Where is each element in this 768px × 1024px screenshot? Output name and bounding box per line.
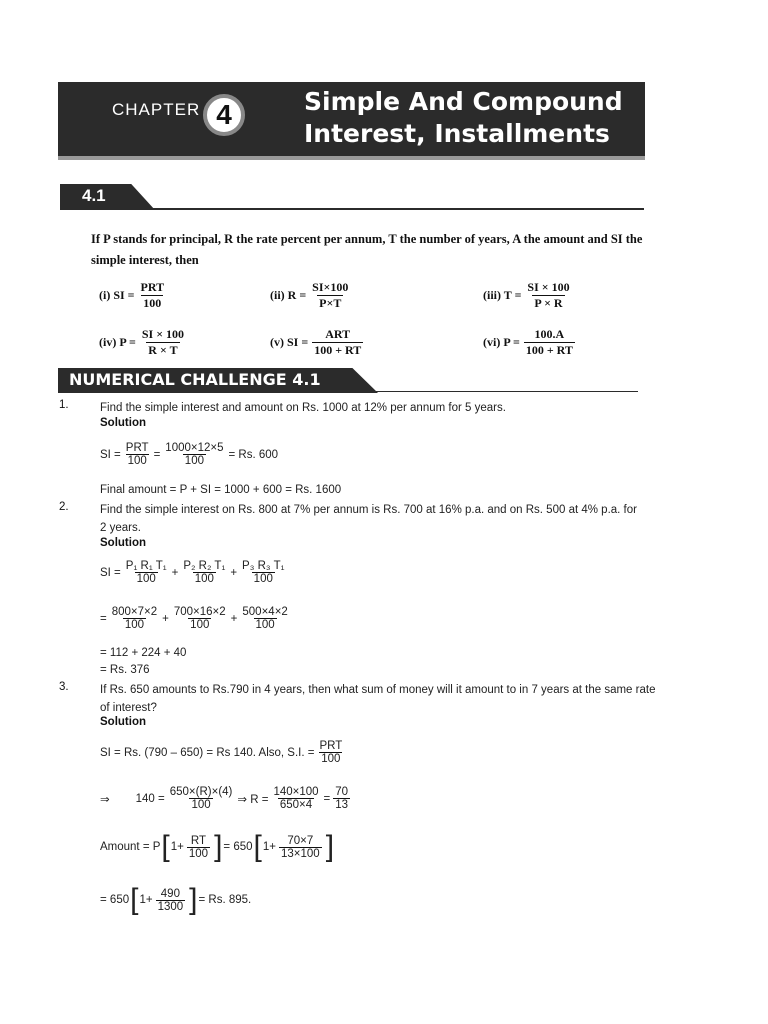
- denominator: 100: [136, 573, 156, 585]
- denominator: 100: [188, 847, 209, 860]
- denominator: 100: [124, 619, 145, 631]
- formula-label: (iv) P =: [99, 335, 136, 349]
- math-text: =: [323, 792, 331, 805]
- solution-label: Solution: [100, 417, 146, 429]
- formula-label: (v) SI =: [270, 335, 309, 349]
- denominator: P×T: [319, 296, 342, 310]
- numerator: RT: [190, 834, 207, 847]
- math-text: 1+: [170, 841, 184, 853]
- denominator: P × R: [534, 296, 563, 310]
- question-line: 2 years.: [100, 522, 141, 534]
- denominator: R × T: [148, 343, 178, 357]
- denominator: 100: [190, 619, 210, 631]
- numerator: ART: [325, 327, 351, 341]
- q1-si-equation: [100, 442, 278, 467]
- solution-label: Solution: [100, 537, 146, 549]
- math-text: = Rs. 600: [228, 448, 279, 461]
- question-number: 1.: [59, 399, 69, 411]
- numerator: P₃ R₃ T₁: [242, 560, 285, 572]
- numerator: PRT: [125, 442, 149, 454]
- numerator: 140×100: [273, 786, 319, 798]
- formula-label: (vi) P =: [483, 335, 520, 349]
- q2-result: = Rs. 376: [100, 664, 150, 676]
- fraction: [240, 606, 289, 631]
- chapter-number: 4: [203, 94, 245, 136]
- numerator: 650×(R)×(4): [169, 786, 233, 798]
- fraction: [333, 786, 350, 811]
- intro-text: If P stands for principal, R the rate percent per annum, T the number of years, A the amount and SI the simple interest, then: [91, 232, 643, 267]
- question-number: 2.: [59, 501, 69, 513]
- math-text: P: [152, 841, 161, 853]
- fraction: [240, 560, 286, 585]
- q3-final-line: [100, 885, 251, 915]
- math-text: 1+: [139, 894, 153, 906]
- q3-si-line: [100, 740, 347, 765]
- denominator: 100: [143, 296, 162, 310]
- left-bracket: [: [161, 830, 170, 863]
- denominator: 100: [184, 455, 204, 467]
- q2-sum: = 112 + 224 + 40: [100, 647, 187, 659]
- numerator: 1000×12×5: [165, 442, 224, 454]
- right-bracket: ]: [214, 830, 223, 863]
- denominator: 13×100: [281, 847, 320, 860]
- fraction: [271, 786, 320, 811]
- question-line: Find the simple interest on Rs. 800 at 7% per annum is Rs. 700 at 16% p.a. and on Rs. 500 at 4% p.a. for: [100, 504, 637, 516]
- fraction: [124, 560, 169, 585]
- fraction: [181, 560, 227, 585]
- fraction: [140, 327, 186, 358]
- challenge-rule: [58, 391, 638, 392]
- solution-label: Solution: [100, 716, 146, 728]
- fraction: [163, 442, 225, 467]
- fraction: [187, 835, 210, 860]
- left-bracket: [: [130, 883, 139, 916]
- numerator: 70: [335, 786, 349, 798]
- math-text: 650: [109, 894, 130, 906]
- math-text: +: [171, 566, 179, 579]
- denominator: 13: [335, 799, 349, 811]
- numerator: P₁ R₁ T₁: [125, 560, 167, 572]
- formula-v: [270, 327, 363, 358]
- banner-shadow: [58, 156, 645, 160]
- denominator: 100: [253, 573, 273, 585]
- fraction: [124, 442, 151, 467]
- formula-label: (i) SI =: [99, 288, 135, 302]
- section-rule: [60, 208, 644, 210]
- right-bracket: ]: [189, 883, 198, 916]
- formula-ii: [270, 280, 350, 311]
- q2-substitution: [100, 606, 293, 631]
- chapter-title-line2: Interest, Installments: [304, 119, 610, 148]
- math-text: = 650: [223, 841, 253, 853]
- chapter-title-line1: Simple And Compound: [304, 87, 623, 116]
- denominator: 100: [321, 753, 341, 765]
- numerator: SI × 100: [527, 280, 570, 294]
- numerator: P₂ R₂ T₁: [183, 560, 226, 572]
- denominator: 100: [194, 573, 214, 585]
- fraction: [312, 327, 363, 358]
- numerator: SI × 100: [141, 327, 185, 341]
- denominator: 650×4: [279, 799, 313, 811]
- q3-amount-line: [100, 832, 335, 862]
- denominator: 100: [127, 455, 147, 467]
- math-text: 140 =: [135, 792, 165, 805]
- question-text: [100, 681, 655, 717]
- math-text: +: [162, 612, 169, 625]
- denominator: 100: [255, 619, 275, 631]
- math-text: +: [230, 612, 238, 625]
- math-text: =: [153, 448, 161, 461]
- question-text: [100, 501, 637, 537]
- formula-iv: [99, 327, 186, 358]
- formula-label: (iii) T =: [483, 288, 522, 302]
- fraction: [156, 888, 186, 913]
- numerator: 100.A: [534, 327, 565, 341]
- math-text: ⇒ R =: [237, 793, 269, 806]
- math-text: =: [100, 612, 107, 625]
- numerator: PRT: [319, 740, 343, 752]
- math-text: 1+: [262, 841, 276, 853]
- question-text: Find the simple interest and amount on Rs. 1000 at 12% per annum for 5 years.: [100, 402, 506, 414]
- q3-rate-line: [100, 786, 353, 811]
- right-bracket: ]: [325, 830, 335, 863]
- fraction: [168, 786, 235, 811]
- question-number: 3.: [59, 681, 69, 693]
- numerator: 800×7×2: [111, 606, 158, 618]
- math-text: Amount =: [100, 841, 150, 853]
- numerator: 70×7: [287, 834, 314, 847]
- math-text: SI =: [100, 448, 121, 461]
- fraction: [172, 606, 228, 631]
- challenge-title: NUMERICAL CHALLENGE 4.1: [69, 370, 321, 389]
- formula-label: (ii) R =: [270, 288, 307, 302]
- formula-iii: [483, 280, 572, 311]
- denominator: 100 + RT: [314, 343, 362, 357]
- numerator: PRT: [140, 280, 165, 294]
- chapter-label: CHAPTER: [112, 100, 201, 119]
- denominator: 100: [191, 799, 211, 811]
- fraction: [317, 740, 344, 765]
- fraction: [110, 606, 159, 631]
- denominator: 100 + RT: [525, 343, 573, 357]
- math-text: +: [230, 566, 238, 579]
- math-text: = Rs. 895.: [198, 894, 252, 906]
- formula-vi: [483, 327, 575, 358]
- question-line: of interest?: [100, 702, 157, 714]
- section-number: 4.1: [82, 186, 106, 205]
- math-text: =: [100, 894, 107, 906]
- denominator: 1300: [157, 900, 184, 913]
- math-text: SI =: [100, 566, 121, 579]
- q2-si-equation: [100, 560, 289, 585]
- left-bracket: [: [253, 830, 262, 863]
- numerator: 700×16×2: [173, 606, 226, 618]
- question-line: If Rs. 650 amounts to Rs.790 in 4 years, then what sum of money will it amount to in 7 years at the same rate: [100, 684, 656, 696]
- math-text: ⇒: [100, 793, 110, 806]
- numerator: 490: [160, 887, 180, 900]
- fraction: [310, 280, 350, 311]
- math-text: SI = Rs. (790 – 650) = Rs 140. Also, S.I. =: [100, 746, 315, 759]
- numerator: 500×4×2: [242, 606, 288, 618]
- formula-i: [99, 280, 166, 311]
- fraction: [139, 280, 167, 311]
- numerator: SI×100: [312, 280, 349, 294]
- q1-final-amount: Final amount = P + SI = 1000 + 600 = Rs. 1600: [100, 484, 342, 496]
- fraction: [279, 835, 322, 860]
- chapter-title: [304, 86, 623, 150]
- fraction: [524, 327, 575, 358]
- section-tab: [60, 184, 155, 210]
- fraction: [525, 280, 571, 311]
